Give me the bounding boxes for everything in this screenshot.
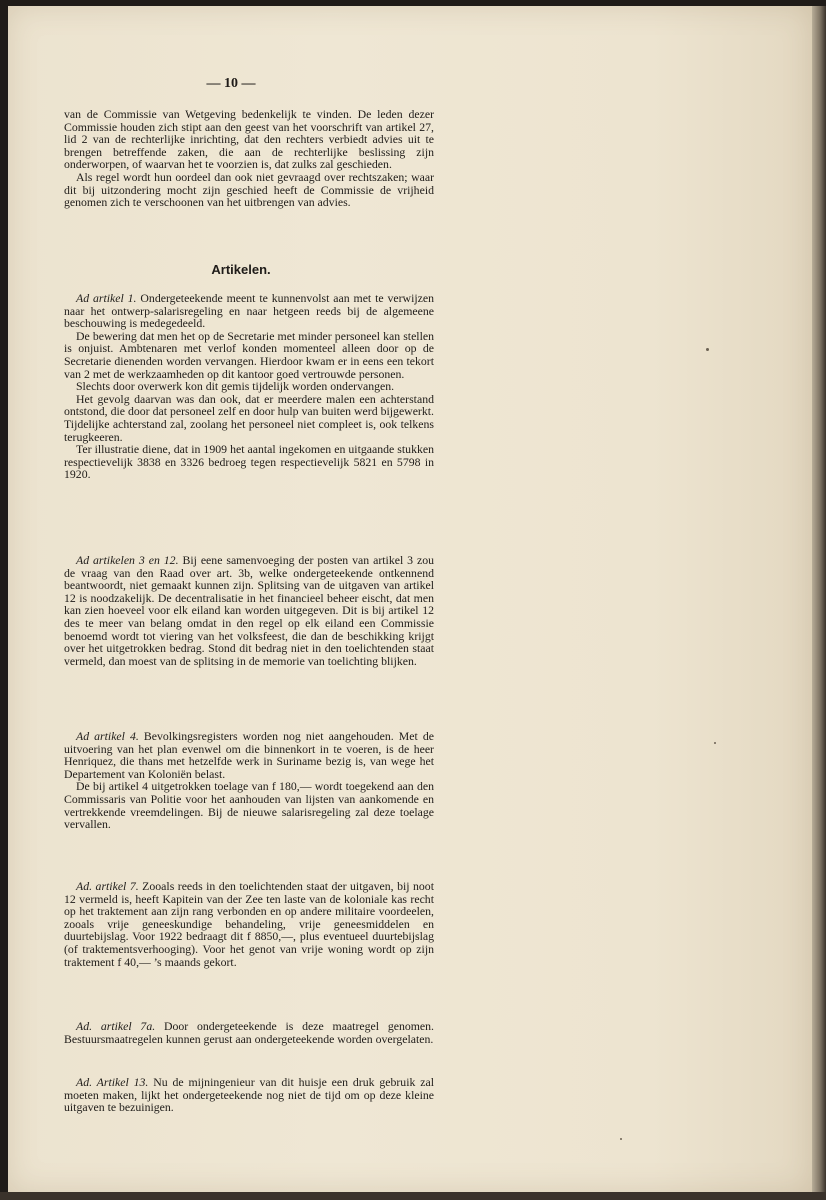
section-label: Ad. artikel 7. bbox=[76, 879, 139, 893]
page-number: — 10 — bbox=[206, 76, 256, 91]
section-paragraph bbox=[64, 292, 434, 330]
section-paragraph: De bij artikel 4 uitgetrokken toelage van f 180,— wordt toegekend aan den Commissaris van Politie voor het aanhouden van lijsten van aankomende en vertrekkende vreemdelingen. Bij de nieuwe salarisregeling zal deze toelage vervallen. bbox=[64, 779, 434, 832]
paragraph-text: Door ondergeteekende is deze maatregel genomen. Bestuursmaatregelen kunnen gerust aan ondergeteekende worden overgelaten. bbox=[64, 1019, 435, 1046]
paper-speck bbox=[706, 348, 709, 351]
section-label: Ad artikel 1. bbox=[76, 291, 137, 305]
paper-speck bbox=[714, 742, 716, 744]
section-paragraph bbox=[64, 730, 434, 780]
section-paragraph: Slechts door overwerk kon dit gemis tijdelijk worden ondervangen. bbox=[76, 379, 395, 394]
page-edge-bottom bbox=[0, 1192, 826, 1200]
section-articles-3-12 bbox=[64, 554, 434, 667]
paragraph-text: Bij eene samenvoeging der posten van artikel 3 zou de vraag van den Raad over art. 3b, welke ondergeteekende ontkennend beantwoordt, niet gemaakt kunnen zijn. Splitsing van de uitgaven van artikel 12 is noodzakelijk. De decentralisatie in het financieel beheer eischt, dat men kan zien hoeveel voor elk eiland kan worden uitgegeven. Dit is bij artikel 12 des te meer van belang omdat in den regel op elk eiland een Commissie benoemd wordt tot viering van het volksfeest, die dan de beschikking krijgt over het uitgetrokken bedrag. Stond dit bedrag niet in den toelichtenden staat vermeld, dan moest van de splitsing in de memorie van toelichting blijken. bbox=[64, 553, 435, 668]
section-article-4 bbox=[64, 730, 434, 831]
paragraph-text: Ondergeteekende meent te kunnenvolst aan met te verwijzen naar het ontwerp-salarisregeling en naar hetgeen reeds bij de algemeene beschouwing is medegedeeld. bbox=[64, 291, 434, 331]
section-paragraph: Het gevolg daarvan was dan ook, dat er meerdere malen een achterstand ontstond, die door dat personeel zelf en door hulp van buiten werd bijgewerkt. Tijdelijke achterstand zal, zoolang het personeel niet compleet is, ook telkens terugkeeren. bbox=[64, 391, 434, 444]
section-heading: Artikelen. bbox=[211, 262, 271, 277]
section-article-7 bbox=[64, 880, 434, 968]
paper-speck bbox=[620, 1138, 622, 1140]
section-label: Ad. Artikel 13. bbox=[76, 1075, 149, 1089]
paragraph-text: Zooals reeds in den toelichtenden staat der uitgaven, bij noot 12 vermeld is, heeft Kapitein van der Zee ten laste van de koloniale kas recht op het traktement aan zijn rang verbonden en op andere militaire voordeelen, zooals vrije geneeskundige behandeling, vrije geneesmiddelen en duurtebijslag. Voor 1922 bedraagt dit f 8850,—, plus eventueel duurtebijslag (of traktementsverhooging). Voor het genot van vrije woning wordt op zijn traktement f 40,— ’s maands gekort. bbox=[64, 879, 434, 969]
section-article-7a bbox=[64, 1020, 434, 1045]
section-paragraph bbox=[64, 880, 434, 968]
section-label: Ad artikel 4. bbox=[76, 729, 139, 743]
intro-block bbox=[64, 108, 434, 209]
section-label: Ad. artikel 7a. bbox=[76, 1019, 156, 1033]
section-paragraph bbox=[64, 554, 434, 667]
section-paragraph: De bewering dat men het op de Secretarie met minder personeel kan stellen is onjuist. Ambtenaren met verlof konden momenteel alleen door op de Secretarie dienenden worden vervangen. Hierdoor kwam er in eens een tekort van 2 met de werkzaamheden op dit kantoor goed vertrouwde personen. bbox=[64, 328, 434, 381]
paragraph-text: Bevolkingsregisters worden nog niet aangehouden. Met de uitvoering van het plan evenwel om die binnenkort in te voeren, is de heer Henriquez, die thans met hetzelfde werk in Suriname bezig is, van wege het Departement van Koloniën belast. bbox=[64, 729, 434, 781]
intro-paragraph: van de Commissie van Wetgeving bedenkelijk te vinden. De leden dezer Commissie houden zich stipt aan den geest van het voorschrift van artikel 27, lid 2 van de rechterlijke inrichting, dat den rechters verbiedt advies uit te brengen betreffende zaken, die aan de rechterlijke beslissing zijn onderworpen, of waarvan het te voorzien is, dat zulks zal geschieden. bbox=[64, 107, 434, 172]
paragraph-text: Nu de mijningenieur van dit huisje een druk gebruik zal moeten maken, lijkt het ondergeteekende nog niet de tijd om op deze kleine uitgaven te bezuinigen. bbox=[64, 1075, 434, 1115]
section-paragraph bbox=[64, 1020, 434, 1045]
section-article-13 bbox=[64, 1076, 434, 1114]
section-article-1 bbox=[64, 292, 434, 481]
section-paragraph bbox=[64, 1076, 434, 1114]
section-paragraph: Ter illustratie diene, dat in 1909 het aantal ingekomen en uitgaande stukken respectievelijk 3838 en 3326 bedroeg tegen respectievelijk 5821 en 5798 in 1920. bbox=[64, 442, 434, 482]
section-label: Ad artikelen 3 en 12. bbox=[76, 553, 179, 567]
page-edge-right bbox=[812, 6, 826, 1192]
intro-paragraph: Als regel wordt hun oordeel dan ook niet gevraagd over rechtszaken; waar dit bij uitzondering mocht zijn geschied heeft de Commissie de vrijheid genomen zich te verschoonen van het uitbrengen van advies. bbox=[64, 169, 434, 210]
